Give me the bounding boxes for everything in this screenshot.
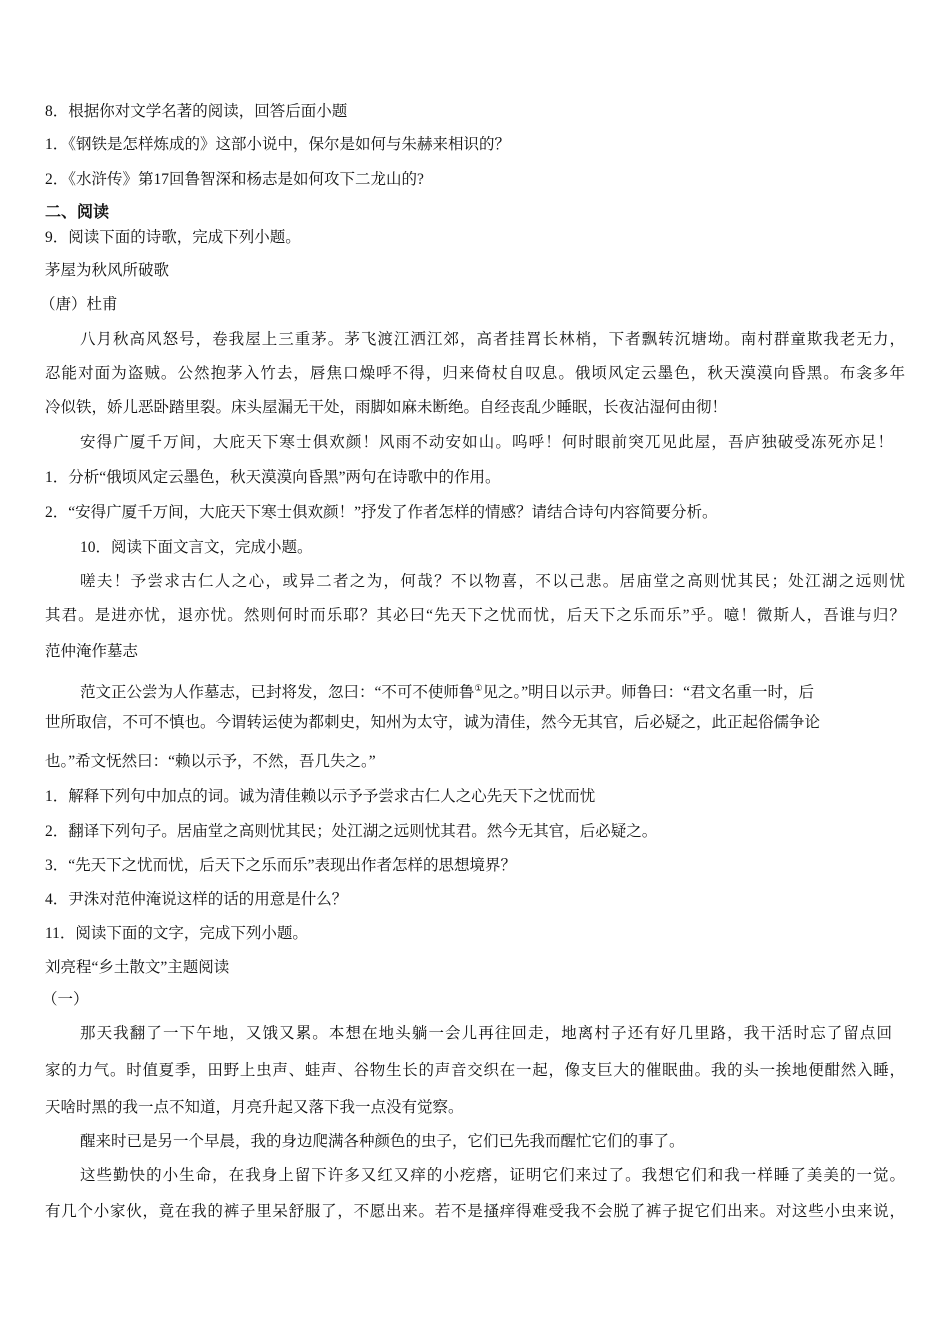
- question-8-item-1: 1．《钢铁是怎样炼成的》这部小说中，保尔是如何与朱赫来相识的？: [45, 136, 511, 153]
- section-heading-reading: 二、阅读: [45, 204, 110, 221]
- question-9-item-2: 2．“安得广厦千万间，大庇天下寒士俱欢颜！”抒发了作者怎样的情感？请结合诗句内容简要分析。: [45, 504, 718, 521]
- classical-text-2-line: 也。”希文怃然曰：“赖以示予，不然，吾几失之。”: [45, 753, 376, 770]
- question-8-title: 8．根据你对文学名著的阅读，回答后面小题: [45, 103, 348, 120]
- question-10-item-1: 1．解释下列句中加点的词。诚为清佳赖以示予予尝求古仁人之心先天下之忧而忧: [45, 788, 596, 805]
- essay-line: 有几个小家伙，竟在我的裤子里呆舒服了，不愿出来。若不是搔痒得难受我不会脱了裤子捉它们出来。对这些小虫来说，: [45, 1203, 905, 1220]
- essay-line: 家的力气。时值夏季，田野上虫声、蛙声、谷物生长的声音交织在一起，像支巨大的催眠曲。我的头一挨地便酣然入睡，: [45, 1062, 905, 1079]
- essay-line: 醒来时已是另一个早晨，我的身边爬满各种颜色的虫子，它们已先我而醒忙它们的事了。: [80, 1133, 685, 1150]
- essay-part-label: （一）: [42, 991, 89, 1008]
- essay-theme-title: 刘亮程“乡土散文”主题阅读: [45, 959, 230, 976]
- question-11-title: 11．阅读下面的文字，完成下列小题。: [45, 925, 308, 942]
- text-segment: 范文正公尝为人作墓志，已封将发，忽曰：“不可不使师鲁: [80, 684, 475, 702]
- poem-line: 安得广厦千万间，大庇天下寒士俱欢颜！风雨不动安如山。呜呼！何时眼前突兀见此屋，吾庐独破受冻死亦足！: [80, 434, 893, 451]
- question-9-item-1: 1．分析“俄顷风定云墨色，秋天漠漠向昏黑”两句在诗歌中的作用。: [45, 469, 501, 486]
- poem-title: 茅屋为秋风所破歌: [45, 262, 170, 279]
- footnote-marker: ①: [474, 683, 483, 693]
- question-10-item-4: 4．尹洙对范仲淹说这样的话的用意是什么？: [45, 891, 348, 908]
- text-segment: 见之。”明日以示尹。师鲁曰：“君文名重一时，后: [482, 684, 814, 702]
- classical-text-2-title: 范仲淹作墓志: [45, 643, 139, 660]
- question-10-item-3: 3．“先天下之忧而忧，后天下之乐而乐”表现出作者怎样的思想境界？: [45, 857, 517, 874]
- essay-line: 这些勤快的小生命，在我身上留下许多又红又痒的小疙瘩，证明它们来过了。我想它们和我一样睡了美美的一觉。: [80, 1167, 905, 1184]
- classical-text-line: 其君。是进亦忧，退亦忧。然则何时而乐耶？其必曰“先天下之忧而忧，后天下之乐而乐”乎。噫！微斯人，吾谁与归？: [45, 607, 905, 624]
- poem-line: 八月秋高风怒号，卷我屋上三重茅。茅飞渡江洒江郊，高者挂罥长林梢，下者飘转沉塘坳。南村群童欺我老无力，: [80, 331, 905, 348]
- classical-text-2-line: 世所取信，不可不慎也。今谓转运使为都刺史，知州为太守，诚为清佳，然今无其官，后必疑之，此正起俗儒争论: [45, 714, 821, 731]
- poem-author: （唐）杜甫: [40, 296, 118, 313]
- question-8-item-2: 2．《水浒传》第17回鲁智深和杨志是如何攻下二龙山的?: [45, 171, 424, 188]
- question-9-title: 9．阅读下面的诗歌，完成下列小题。: [45, 229, 301, 246]
- essay-line: 那天我翻了一下午地，又饿又累。本想在地头躺一会儿再往回走，地离村子还有好几里路，我干活时忘了留点回: [80, 1025, 892, 1042]
- question-10-title: 10．阅读下面文言文，完成小题。: [80, 539, 313, 556]
- question-10-item-2: 2．翻译下列句子。居庙堂之高则忧其民；处江湖之远则忧其君。然今无其官，后必疑之。: [45, 823, 658, 840]
- poem-line: 冷似铁，娇儿恶卧踏里裂。床头屋漏无干处，雨脚如麻未断绝。自经丧乱少睡眠，长夜沾湿何由彻！: [45, 399, 728, 416]
- essay-line: 天啥时黑的我一点不知道，月亮升起又落下我一点没有觉察。: [45, 1099, 464, 1116]
- classical-text-line: 嗟夫！予尝求古仁人之心，或异二者之为，何哉？不以物喜，不以己悲。居庙堂之高则忧其民；处江湖之远则忧: [80, 573, 905, 590]
- poem-line: 忍能对面为盗贼。公然抱茅入竹去，唇焦口燥呼不得，归来倚杖自叹息。俄顷风定云墨色，秋天漠漠向昏黑。布衾多年: [45, 365, 905, 382]
- classical-text-2-line: [80, 678, 814, 702]
